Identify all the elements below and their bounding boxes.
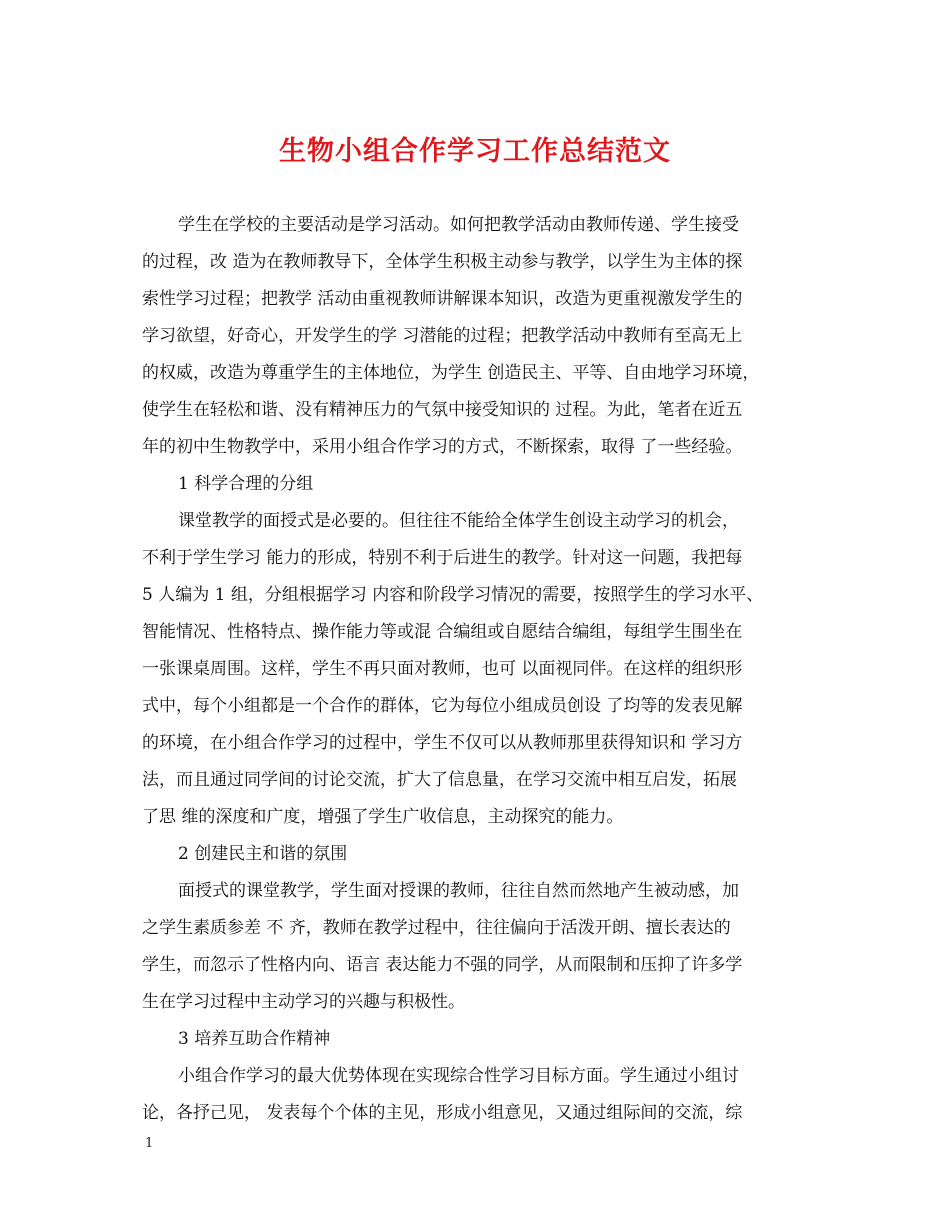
- text-line: 年的初中生物教学中，采用小组合作学习的方式，不断探索，取得 了一些经验。: [142, 437, 743, 457]
- text-line: 法，而且通过同学间的讨论交流，扩大了信息量，在学习交流中相互启发，拓展: [142, 770, 737, 790]
- text-line: 一张课桌周围。这样，学生不再只面对教师，也可 以面视同伴。在这样的组织形: [142, 659, 743, 679]
- text-line: 2 创建民主和谐的氛围: [178, 844, 348, 864]
- text-line: 生在学习过程中主动学习的兴趣与积极性。: [142, 992, 465, 1012]
- page-number: 1: [145, 1136, 154, 1151]
- text-line: 之学生素质参差 不 齐，教师在教学过程中，往往偏向于活泼开朗、擅长表达的: [142, 918, 731, 938]
- document-body: [142, 207, 812, 1132]
- text-line: 了思 维的深度和广度，增强了学生广收信息，主动探究的能力。: [142, 807, 624, 827]
- text-line: 式中，每个小组都是一个合作的群体，它为每位小组成员创设 了均等的发表见解: [142, 696, 743, 716]
- text-line: 1 科学合理的分组: [178, 474, 314, 494]
- text-line: 5 人编为 1 组，分组根据学习 内容和阶段学习情况的需要，按照学生的学习水平、: [142, 585, 764, 605]
- text-line: 的权威，改造为尊重学生的主体地位，为学生 创造民主、平等、自由地学习环境，: [142, 363, 760, 383]
- text-line: 不利于学生学习 能力的形成，特别不利于后进生的教学。针对这一问题，我把每: [142, 548, 743, 568]
- document-title: 生物小组合作学习工作总结范文: [279, 136, 671, 167]
- text-line: 索性学习过程；把教学 活动由重视教师讲解课本知识，改造为更重视激发学生的: [142, 289, 743, 309]
- text-line: 智能情况、性格特点、操作能力等或混 合编组或自愿结合编组，每组学生围坐在: [142, 622, 743, 642]
- text-line: 使学生在轻松和谐、没有精神压力的气氛中接受知识的 过程。为此，笔者在近五: [142, 400, 743, 420]
- text-line: 学习欲望，好奇心，开发学生的学 习潜能的过程；把教学活动中教师有至高无上: [142, 326, 743, 346]
- text-line: 课堂教学的面授式是必要的。但往往不能给全体学生创设主动学习的机会，: [178, 511, 739, 531]
- text-line: 论，各抒己见， 发表每个个体的主见，形成小组意见，又通过组际间的交流，综: [142, 1103, 743, 1123]
- text-line: 学生在学校的主要活动是学习活动。如何把教学活动由教师传递、学生接受: [178, 215, 739, 235]
- text-line: 3 培养互助合作精神: [178, 1029, 331, 1049]
- text-line: 的环境，在小组合作学习的过程中，学生不仅可以从教师那里获得知识和 学习方: [142, 733, 743, 753]
- text-line: 的过程，改 造为在教师教导下，全体学生积极主动参与教学，以学生为主体的探: [142, 252, 743, 272]
- text-line: 面授式的课堂教学，学生面对授课的教师，往往自然而然地产生被动感，加: [178, 881, 739, 901]
- text-line: 学生，而忽示了性格内向、语言 表达能力不强的同学，从而限制和压抑了许多学: [142, 955, 743, 975]
- text-line: 小组合作学习的最大优势体现在实现综合性学习目标方面。学生通过小组讨: [178, 1066, 739, 1086]
